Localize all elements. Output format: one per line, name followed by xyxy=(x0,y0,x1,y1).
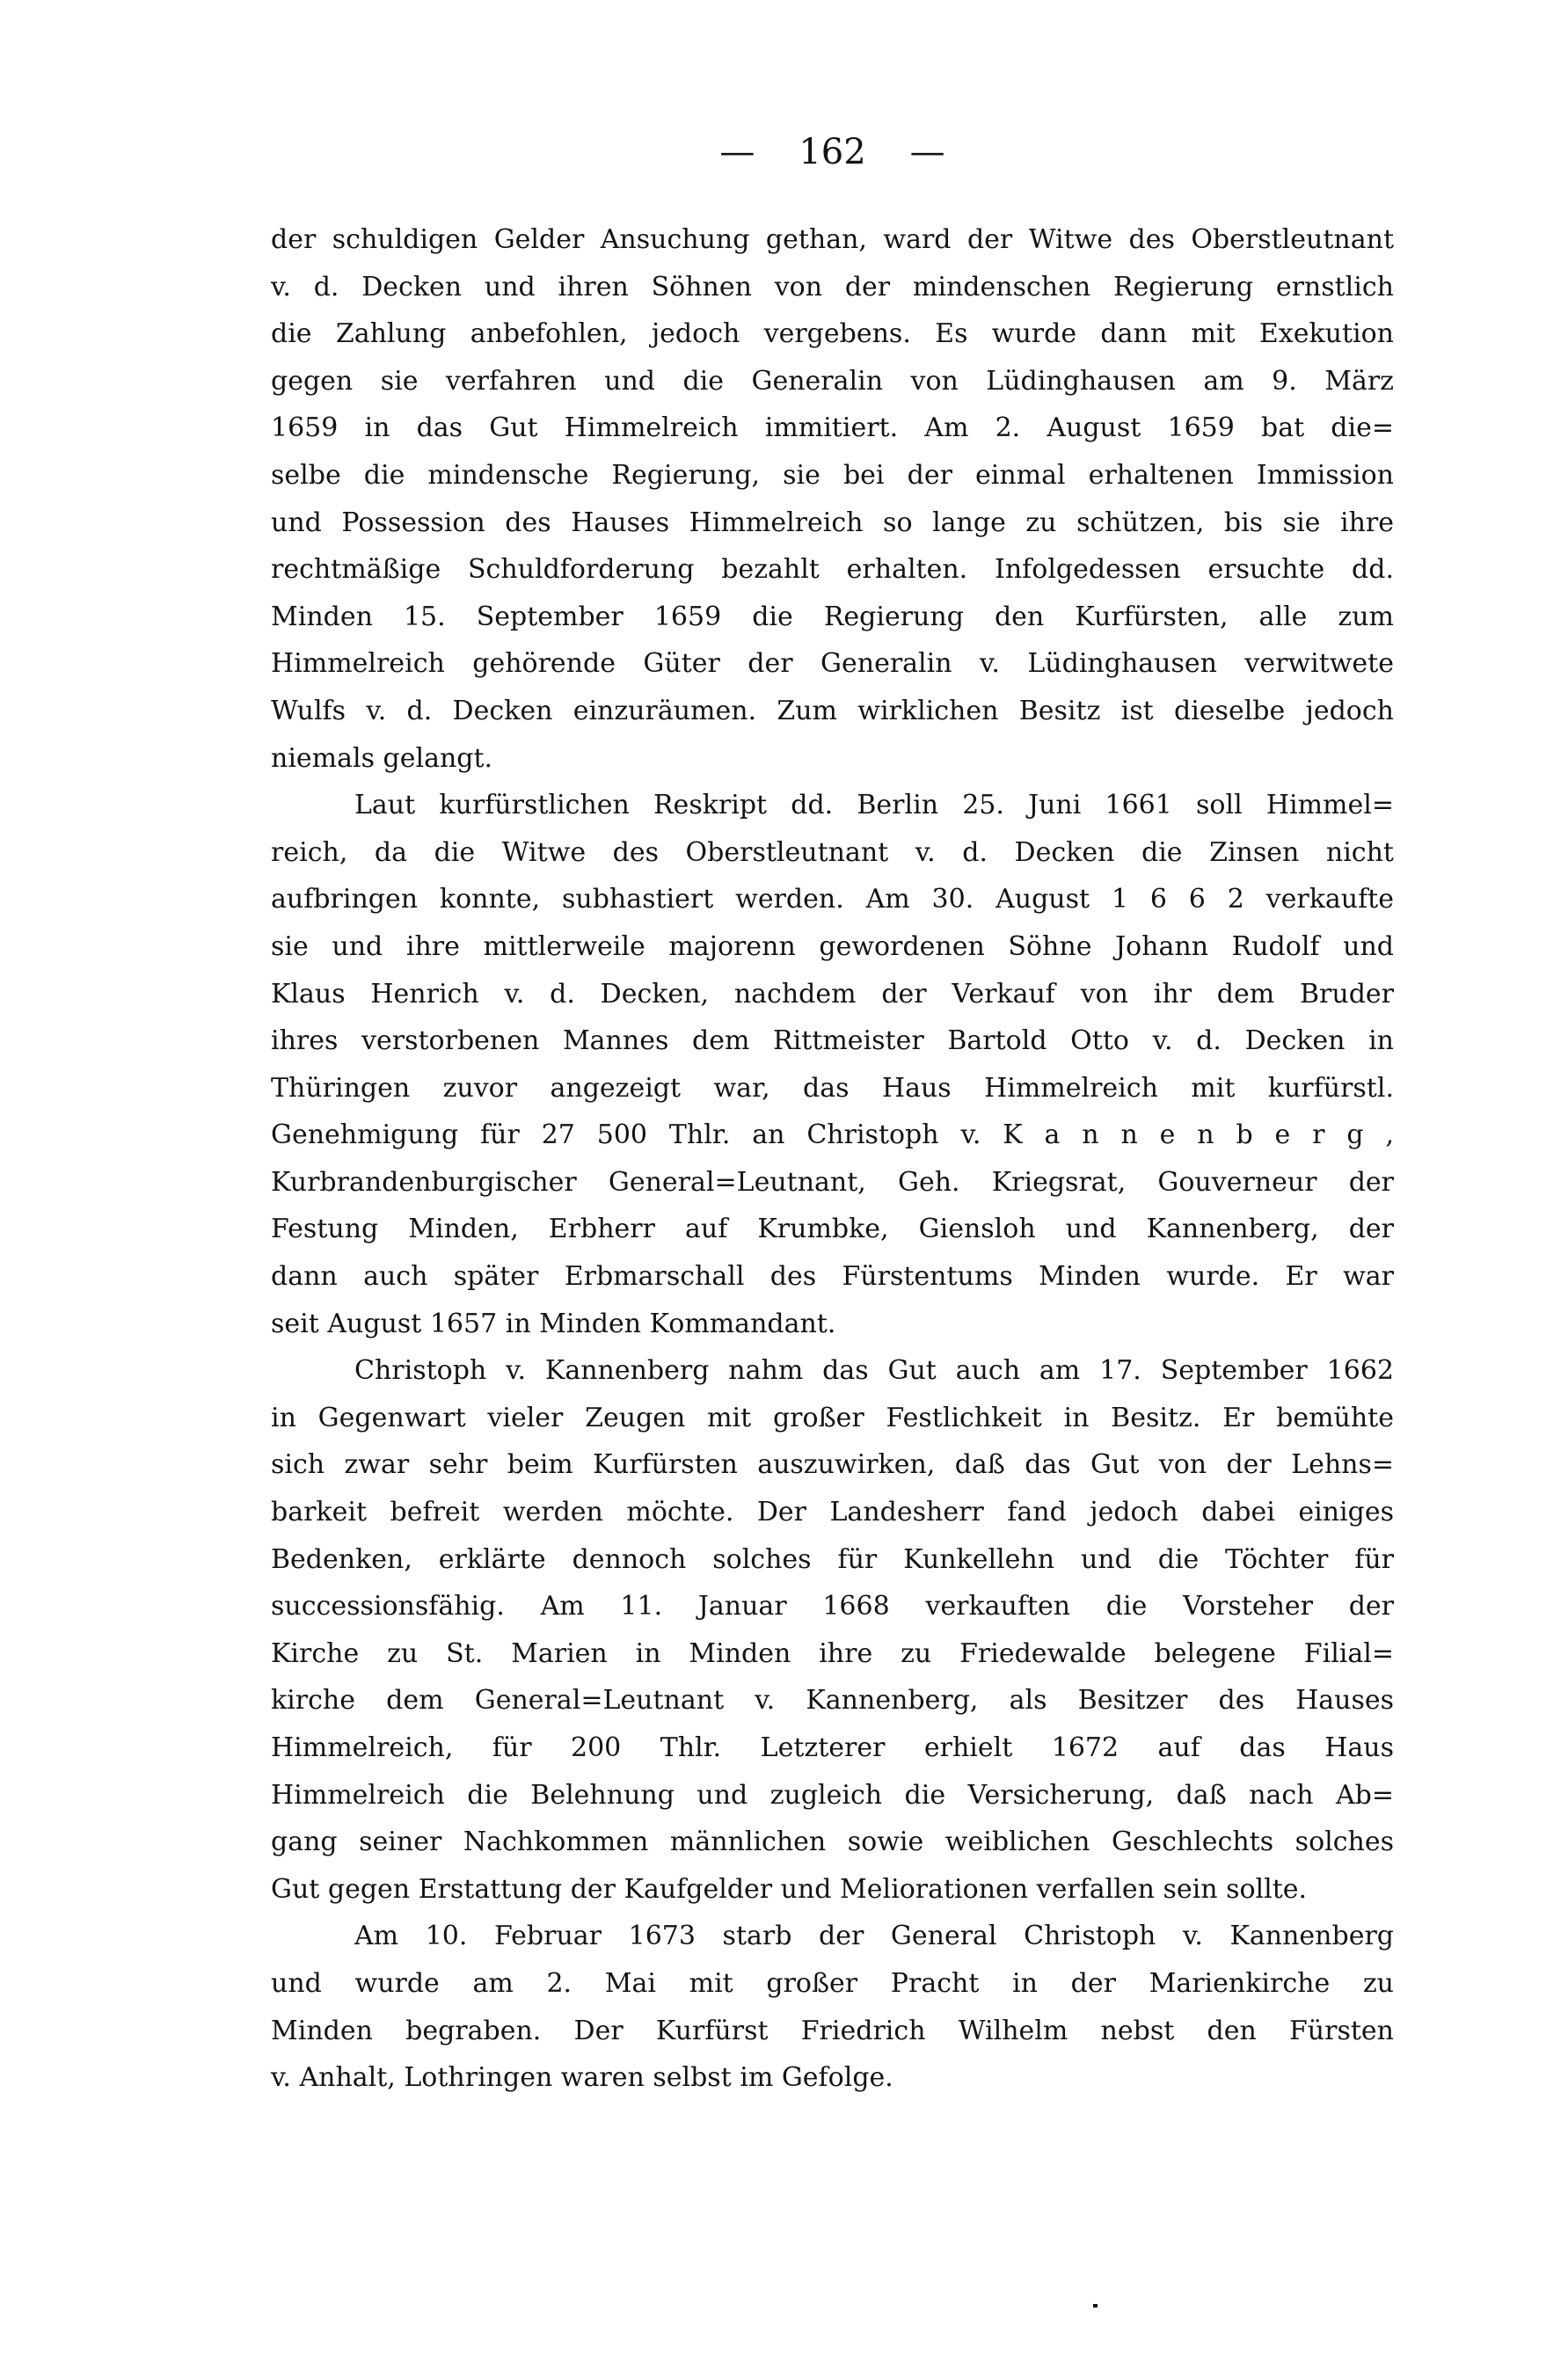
text-line: dann auch später Erbmarschall des Fürstentums Minden wurde. Er war xyxy=(271,1261,1394,1293)
text-line: Genehmigung für 27 500 Thlr. an Christoph v. K a n n e n b e r g , xyxy=(271,1119,1394,1151)
text-line: Thüringen zuvor angezeigt war, das Haus Himmelreich mit kurfürstl. xyxy=(271,1072,1394,1104)
text-line: v. d. Decken und ihren Söhnen von der mindenschen Regierung ernstlich xyxy=(271,271,1394,303)
text-line: Minden 15. September 1659 die Regierung den Kurfürsten, alle zum xyxy=(271,601,1394,632)
text-line: reich, da die Witwe des Oberstleutnant v. d. Decken die Zinsen nicht xyxy=(271,836,1394,868)
header-dash-left: — xyxy=(719,132,755,172)
text-line: und wurde am 2. Mai mit großer Pracht in der Marienkirche zu xyxy=(271,1967,1394,1999)
text-line: Minden begraben. Der Kurfürst Friedrich Wilhelm nebst den Fürsten xyxy=(271,2015,1394,2046)
text-line: Himmelreich, für 200 Thlr. Letzterer erhielt 1672 auf das Haus xyxy=(271,1732,1394,1763)
paragraph xyxy=(271,1913,1394,2101)
text-line: sich zwar sehr beim Kurfürsten auszuwirken, daß das Gut von der Lehns= xyxy=(271,1449,1394,1481)
text-line: der schuldigen Gelder Ansuchung gethan, ward der Witwe des Oberstleutnant xyxy=(271,224,1394,255)
paragraph xyxy=(271,216,1394,782)
text-line: selbe die mindensche Regierung, sie bei der einmal erhaltenen Immission xyxy=(271,459,1394,491)
text-line: in Gegenwart vieler Zeugen mit großer Festlichkeit in Besitz. Er bemühte xyxy=(271,1402,1394,1433)
text-line: Am 10. Februar 1673 starb der General Christoph v. Kannenberg xyxy=(354,1921,1394,1952)
paragraph xyxy=(271,1347,1394,1913)
header-dash-right: — xyxy=(909,132,945,172)
text-line: gegen sie verfahren und die Generalin von Lüdinghausen am 9. März xyxy=(271,365,1394,397)
ink-speck xyxy=(1093,2304,1098,2308)
text-line: Kirche zu St. Marien in Minden ihre zu Friedewalde belegene Filial= xyxy=(271,1637,1394,1669)
text-line: gang seiner Nachkommen männlichen sowie weiblichen Geschlechts solches xyxy=(271,1826,1394,1858)
text-line: ihres verstorbenen Mannes dem Rittmeister Bartold Otto v. d. Decken in xyxy=(271,1025,1394,1057)
text-line: 1659 in das Gut Himmelreich immitiert. Am 2. August 1659 bat die= xyxy=(271,412,1394,444)
text-line: Klaus Henrich v. d. Decken, nachdem der Verkauf von ihr dem Bruder xyxy=(271,978,1394,1010)
text-line: Bedenken, erklärte dennoch solches für Kunkellehn und die Töchter für xyxy=(271,1543,1394,1575)
text-line: Himmelreich die Belehnung und zugleich die Versicherung, daß nach Ab= xyxy=(271,1779,1394,1811)
text-line: seit August 1657 in Minden Kommandant. xyxy=(271,1308,836,1339)
text-line: successionsfähig. Am 11. Januar 1668 verkauften die Vorsteher der xyxy=(271,1591,1394,1622)
text-line: kirche dem General=Leutnant v. Kannenberg, als Besitzer des Hauses xyxy=(271,1685,1394,1717)
text-line: rechtmäßige Schuldforderung bezahlt erhalten. Infolgedessen ersuchte dd. xyxy=(271,554,1394,586)
text-line: Christoph v. Kannenberg nahm das Gut auch am 17. September 1662 xyxy=(354,1355,1394,1387)
text-line: Kurbrandenburgischer General=Leutnant, Geh. Kriegsrat, Gouverneur der xyxy=(271,1166,1394,1198)
text-line: aufbringen konnte, subhastiert werden. Am 30. August 1 6 6 2 verkaufte xyxy=(271,884,1394,915)
page-header xyxy=(271,132,1394,172)
text-line: Festung Minden, Erbherr auf Krumbke, Giensloh und Kannenberg, der xyxy=(271,1214,1394,1245)
text-line: barkeit befreit werden möchte. Der Landesherr fand jedoch dabei einiges xyxy=(271,1497,1394,1528)
text-line: Himmelreich gehörende Güter der Generalin v. Lüdinghausen verwitwete xyxy=(271,648,1394,680)
text-line: v. Anhalt, Lothringen waren selbst im Gefolge. xyxy=(271,2062,893,2094)
text-line: niemals gelangt. xyxy=(271,742,493,774)
text-line: sie und ihre mittlerweile majorenn gewordenen Söhne Johann Rudolf und xyxy=(271,930,1394,962)
page-number: 162 xyxy=(799,132,866,172)
text-line: die Zahlung anbefohlen, jedoch vergebens. Es wurde dann mit Exekution xyxy=(271,318,1394,350)
text-line: Wulfs v. d. Decken einzuräumen. Zum wirklichen Besitz ist dieselbe jedoch xyxy=(271,695,1394,726)
text-line: Laut kurfürstlichen Reskript dd. Berlin 25. Juni 1661 soll Himmel= xyxy=(354,790,1394,821)
text-line: Gut gegen Erstattung der Kaufgelder und Meliorationen verfallen sein sollte. xyxy=(271,1873,1308,1905)
text-block xyxy=(271,216,1394,2102)
text-line: und Possession des Hauses Himmelreich so lange zu schützen, bis sie ihre xyxy=(271,507,1394,538)
paragraph xyxy=(271,782,1394,1347)
